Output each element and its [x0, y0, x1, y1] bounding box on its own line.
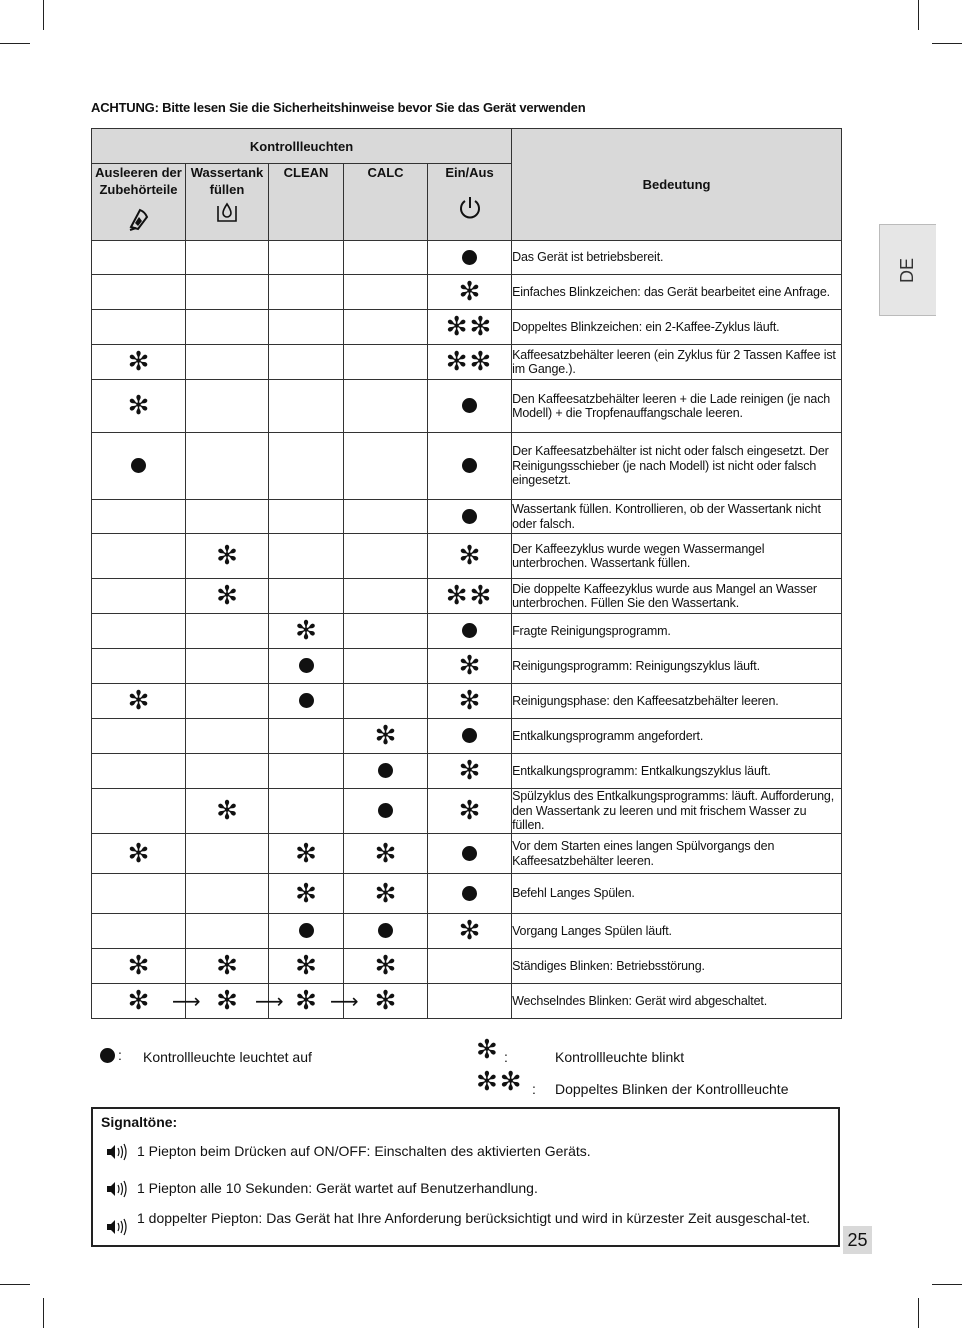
indicator-cell [186, 433, 269, 500]
column-header-grounds [92, 164, 186, 241]
indicator-cell [186, 310, 269, 345]
water-tank-icon [215, 200, 239, 224]
light-on-dot [462, 250, 477, 265]
light-blink-icon: ✻ [374, 838, 397, 869]
indicator-cell [428, 380, 512, 433]
indicator-cell [428, 500, 512, 534]
crop-mark [918, 1298, 919, 1328]
column-header-calc [344, 164, 428, 241]
crop-mark [918, 0, 919, 30]
column-label: CALC [367, 165, 404, 180]
light-on-dot [378, 763, 393, 778]
indicator-cell [269, 754, 344, 789]
light-blink-icon: ✻ [374, 721, 397, 751]
indicator-cell [428, 834, 512, 874]
indicator-cell [269, 874, 344, 914]
meaning-text: Fragte Reinigungsprogramm. [512, 614, 842, 649]
light-blink-icon: ✻ [458, 916, 481, 946]
speaker-icon [105, 1180, 127, 1198]
table-row [92, 984, 842, 1019]
light-on-dot [378, 803, 393, 818]
indicator-cell [428, 579, 512, 614]
crop-mark [43, 0, 44, 30]
table-row [92, 684, 842, 719]
indicator-cell [344, 834, 428, 874]
language-tab-label: DE [897, 257, 918, 283]
indicator-cell [344, 241, 428, 275]
indicator-cell [428, 719, 512, 754]
indicator-cell [269, 579, 344, 614]
indicator-cell [428, 241, 512, 275]
light-blink-icon: ✻ [374, 986, 397, 1016]
indicator-cell [186, 834, 269, 874]
light-double-blink-icon: ✻✻ [445, 347, 494, 377]
indicator-cell [92, 579, 186, 614]
indicator-cell [344, 275, 428, 310]
column-header-power [428, 164, 512, 241]
indicator-cell [269, 684, 344, 719]
light-on-dot [378, 923, 393, 938]
indicator-cell [92, 380, 186, 433]
indicator-cell [428, 534, 512, 579]
indicator-cell [269, 719, 344, 754]
indicator-cell [92, 834, 186, 874]
table-row [92, 275, 842, 310]
light-on-dot [299, 923, 314, 938]
indicator-cell [269, 649, 344, 684]
indicator-cell [344, 754, 428, 789]
indicator-cell [186, 684, 269, 719]
column-label: Ausleeren der Zubehörteile [95, 165, 182, 197]
indicator-cell [344, 949, 428, 984]
light-on-dot [299, 658, 314, 673]
signal-tones-box [91, 1107, 840, 1247]
indicator-cell [269, 275, 344, 310]
table-row [92, 874, 842, 914]
table-row [92, 579, 842, 614]
indicator-cell [186, 949, 269, 984]
indicator-cell [269, 433, 344, 500]
indicator-cell [344, 500, 428, 534]
light-blink-icon: ✻ [216, 951, 238, 981]
sequence-arrow-icon: ⟶ [330, 989, 359, 1013]
indicator-cell [186, 914, 269, 949]
light-blink-icon: ✻ [127, 838, 150, 869]
indicator-cell [428, 949, 512, 984]
indicator-cell [186, 719, 269, 754]
light-blink-icon: ✻ [295, 951, 317, 981]
indicator-cell [269, 310, 344, 345]
light-on-dot [131, 458, 146, 473]
legend-colon: : [532, 1081, 536, 1097]
indicator-cell [92, 754, 186, 789]
table-row [92, 345, 842, 380]
indicator-cell [92, 310, 186, 345]
light-on-dot [299, 693, 314, 708]
meaning-text: Befehl Langes Spülen. [512, 874, 842, 914]
meaning-text: Der Kaffeesatzbehälter ist nicht oder falsch eingesetzt. Der Reinigungsschieber (je nach Modell) ist nicht oder falsch eingesetzt. [512, 433, 842, 500]
indicator-cell [92, 345, 186, 380]
indicator-cell [186, 275, 269, 310]
indicator-cell [428, 345, 512, 380]
indicator-cell [428, 649, 512, 684]
language-tab [879, 224, 936, 316]
light-blink-icon: ✻ [458, 541, 481, 571]
indicator-cell [344, 579, 428, 614]
meaning-text: Vor dem Starten eines langen Spülvorgangs den Kaffeesatzbehälter leeren. [512, 834, 842, 874]
crop-mark [932, 1284, 962, 1285]
indicator-cell [269, 834, 344, 874]
indicator-cell [186, 534, 269, 579]
legend-double-label: Doppeltes Blinken der Kontrollleuchte [555, 1081, 789, 1097]
indicator-cell [92, 719, 186, 754]
indicator-cell [186, 874, 269, 914]
indicator-cell [344, 614, 428, 649]
indicator-cell [330, 984, 428, 1019]
column-header-clean [269, 164, 344, 241]
indicator-cell [344, 345, 428, 380]
indicator-cell [269, 241, 344, 275]
indicator-cell [92, 241, 186, 275]
meaning-text: Spülzyklus des Entkalkungsprogramms: läuft. Aufforderung, den Wassertank zu leeren und mit frischem Wasser zu füllen. [512, 789, 842, 834]
indicator-cell [92, 534, 186, 579]
indicator-cell [269, 500, 344, 534]
table-row [92, 649, 842, 684]
indicator-cell [186, 614, 269, 649]
legend-colon: : [118, 1047, 122, 1063]
indicator-cell [186, 241, 269, 275]
table-row [92, 754, 842, 789]
indicator-cell [186, 649, 269, 684]
indicator-cell [92, 949, 186, 984]
meaning-text: Der Kaffeezyklus wurde wegen Wassermangel unterbrochen. Wassertank füllen. [512, 534, 842, 579]
light-double-blink-icon: ✻✻ [445, 312, 494, 342]
light-blink-icon: ✻ [127, 347, 150, 377]
meaning-header: Bedeutung [512, 129, 842, 241]
light-on-dot [462, 846, 477, 861]
indicator-cell [92, 914, 186, 949]
indicator-cell [269, 914, 344, 949]
light-blink-icon: ✻ [458, 686, 481, 716]
indicator-cell [344, 534, 428, 579]
light-blink-icon: ✻ [458, 796, 481, 826]
indicator-cell [344, 719, 428, 754]
column-header-water-tank [186, 164, 269, 241]
signal-item-text: 1 Piepton alle 10 Sekunden: Gerät wartet auf Benutzerhandlung. [137, 1180, 538, 1196]
group-header: Kontrollleuchten [92, 129, 512, 164]
meaning-text: Wechselndes Blinken: Gerät wird abgeschaltet. [512, 984, 842, 1019]
signal-tones-title: Signaltöne: [101, 1114, 178, 1130]
meaning-text: Wassertank füllen. Kontrollieren, ob der Wassertank nicht oder falsch. [512, 500, 842, 534]
table-row [92, 949, 842, 984]
indicator-cell [186, 380, 269, 433]
indicator-cell [186, 345, 269, 380]
indicator-cell [186, 500, 269, 534]
indicator-cell [92, 874, 186, 914]
meaning-text: Den Kaffeesatzbehälter leeren + die Lade reinigen (je nach Modell) + die Tropfenauffangschale leeren. [512, 380, 842, 433]
table-row [92, 534, 842, 579]
light-blink-icon: ✻ [295, 878, 317, 909]
light-blink-icon: ✻ [216, 541, 238, 571]
meaning-text: Die doppelte Kaffeezyklus wurde aus Mangel an Wasser unterbrochen. Füllen Sie den Wassertank. [512, 579, 842, 614]
indicator-cell [92, 433, 186, 500]
light-on-dot [462, 398, 477, 413]
light-on-dot [462, 509, 477, 524]
table-row [92, 614, 842, 649]
legend-blink-label: Kontrollleuchte blinkt [555, 1049, 685, 1065]
indicator-cell [186, 754, 269, 789]
indicator-cell [428, 275, 512, 310]
light-blink-icon: ✻ [127, 986, 150, 1016]
legend-on-label: Kontrollleuchte leuchtet auf [143, 1049, 312, 1065]
indicator-cell [269, 949, 344, 984]
meaning-text: Reinigungsprogramm: Reinigungszyklus läuft. [512, 649, 842, 684]
light-blink-icon: ✻ [127, 951, 150, 981]
control-lights-table [91, 128, 842, 1019]
light-on-dot [462, 728, 477, 743]
light-blink-icon: ✻ [295, 838, 317, 869]
indicator-cell [344, 380, 428, 433]
light-double-blink-icon: ✻✻ [445, 581, 494, 611]
speaker-icon [105, 1143, 127, 1161]
power-icon [457, 195, 483, 221]
meaning-text: Doppeltes Blinkzeichen: ein 2-Kaffee-Zyklus läuft. [512, 310, 842, 345]
column-label: Wassertank füllen [190, 165, 264, 197]
crop-mark [43, 1298, 44, 1328]
table-row [92, 380, 842, 433]
light-blink-icon: ✻ [216, 796, 238, 826]
table-row [92, 500, 842, 534]
indicator-cell [428, 984, 512, 1019]
table-row [92, 789, 842, 834]
light-blink-icon: ✻ [127, 391, 150, 421]
indicator-cell [428, 614, 512, 649]
light-blink-icon: ✻ [458, 277, 481, 307]
light-blink-icon: ✻ [458, 756, 481, 786]
light-blink-icon: ✻ [295, 616, 317, 646]
sequence-arrow-icon: ⟶ [172, 989, 201, 1013]
column-label: CLEAN [283, 165, 329, 180]
indicator-cell [269, 789, 344, 834]
indicator-cell [186, 579, 269, 614]
meaning-text: Reinigungsphase: den Kaffeesatzbehälter leeren. [512, 684, 842, 719]
light-blink-icon: ✻ [127, 686, 150, 716]
crop-mark [932, 43, 962, 44]
indicator-cell [344, 649, 428, 684]
indicator-cell [344, 310, 428, 345]
table-row [92, 310, 842, 345]
light-blink-icon: ✻ [374, 878, 397, 909]
indicator-cell [269, 614, 344, 649]
light-blink-icon: ✻ [374, 951, 397, 981]
indicator-cell [428, 684, 512, 719]
indicator-cell [92, 614, 186, 649]
light-on-dot [462, 886, 477, 901]
speaker-icon [105, 1218, 127, 1236]
indicator-cell [428, 874, 512, 914]
meaning-text: Vorgang Langes Spülen läuft. [512, 914, 842, 949]
column-label: Ein/Aus [445, 165, 494, 180]
indicator-cell [269, 345, 344, 380]
indicator-cell [92, 500, 186, 534]
meaning-text: Einfaches Blinkzeichen: das Gerät bearbeitet eine Anfrage. [512, 275, 842, 310]
crop-mark [0, 1284, 30, 1285]
indicator-cell [344, 874, 428, 914]
indicator-cell [428, 914, 512, 949]
table-row [92, 433, 842, 500]
table-row [92, 241, 842, 275]
indicator-cell [269, 380, 344, 433]
safety-warning: ACHTUNG: Bitte lesen Sie die Sicherheitshinweise bevor Sie das Gerät verwenden [91, 100, 586, 115]
legend-double-star: ✻✻ [476, 1067, 524, 1097]
light-blink-icon: ✻ [216, 581, 238, 611]
light-on-dot [462, 458, 477, 473]
signal-item-text: 1 Piepton beim Drücken auf ON/OFF: Einschalten des aktivierten Geräts. [137, 1143, 591, 1159]
indicator-cell [344, 684, 428, 719]
meaning-text: Ständiges Blinken: Betriebsstörung. [512, 949, 842, 984]
meaning-text: Entkalkungsprogramm angefordert. [512, 719, 842, 754]
grounds-container-icon [126, 206, 152, 232]
table-row [92, 719, 842, 754]
table-row [92, 914, 842, 949]
indicator-cell [92, 275, 186, 310]
indicator-cell [428, 433, 512, 500]
legend-colon: : [504, 1049, 508, 1065]
indicator-cell [428, 310, 512, 345]
light-blink-icon: ✻ [458, 651, 481, 681]
indicator-cell [92, 649, 186, 684]
page-number: 25 [843, 1226, 872, 1254]
crop-mark [0, 43, 30, 44]
table-row [92, 834, 842, 874]
indicator-cell [344, 433, 428, 500]
meaning-text: Das Gerät ist betriebsbereit. [512, 241, 842, 275]
meaning-text: Entkalkungsprogramm: Entkalkungszyklus läuft. [512, 754, 842, 789]
light-blink-icon: ✻ [216, 986, 238, 1016]
indicator-cell [186, 789, 269, 834]
indicator-cell [92, 684, 186, 719]
indicator-cell [344, 789, 428, 834]
sequence-arrow-icon: ⟶ [255, 989, 284, 1013]
indicator-cell [344, 914, 428, 949]
legend-blink-star: ✻ [476, 1035, 498, 1065]
meaning-text: Kaffeesatzbehälter leeren (ein Zyklus für 2 Tassen Kaffee ist im Gange.). [512, 345, 842, 380]
indicator-cell [428, 789, 512, 834]
light-on-dot [462, 623, 477, 638]
indicator-cell [428, 754, 512, 789]
signal-item-text: 1 doppelter Piepton: Das Gerät hat Ihre Anforderung berücksichtigt und wird in kürzester Zeit ausgeschal-tet. [137, 1210, 811, 1226]
legend-on-dot [100, 1048, 115, 1063]
indicator-cell [92, 789, 186, 834]
indicator-cell [269, 534, 344, 579]
light-blink-icon: ✻ [295, 986, 317, 1016]
